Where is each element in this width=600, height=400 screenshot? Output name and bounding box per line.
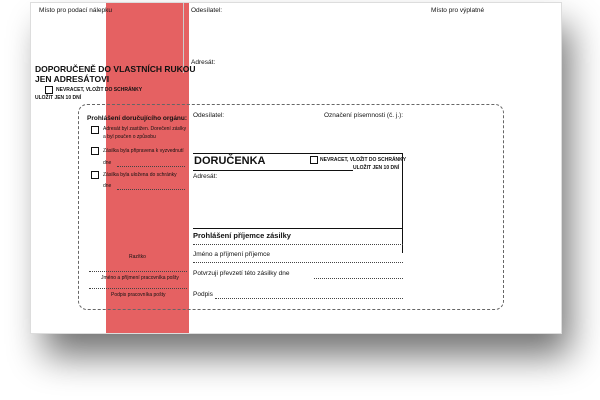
ulozit-label: ULOŽIT JEN 10 DNÍ xyxy=(35,95,82,101)
podpis-pracovnika-line xyxy=(89,288,187,289)
card-right-border xyxy=(402,153,403,253)
option1-checkbox[interactable] xyxy=(91,126,99,134)
dorucenka-title: DORUČENKA xyxy=(194,155,266,167)
podpis-label: Podpis xyxy=(193,291,213,298)
jen-adresatovi-title: JEN ADRESÁTOVI xyxy=(35,74,110,84)
option3-date-line xyxy=(117,189,185,190)
podpis-pracovnika-label: Podpis pracovníka pošty xyxy=(111,292,166,298)
option1-line2: a byl poučen o způsobu xyxy=(103,134,156,140)
card-nevracet-checkbox[interactable] xyxy=(310,156,318,164)
potvrzuji-date-line xyxy=(314,278,403,279)
option2-checkbox[interactable] xyxy=(91,147,99,155)
vyplatne-label: Místo pro výplatné xyxy=(431,7,485,14)
odesilatel-label: Odesílatel: xyxy=(191,7,223,14)
jmeno-pracovnika-line xyxy=(89,271,187,272)
card-ulozit-label: ULOŽIT JEN 10 DNÍ xyxy=(353,165,400,171)
nevracet-label: NEVRACET, VLOŽIT DO SCHRÁNKY xyxy=(56,87,143,93)
nevracet-checkbox[interactable] xyxy=(45,86,53,94)
doporucene-title: DOPORUČENĚ DO VLASTNÍCH RUKOU xyxy=(35,64,196,74)
option1-line1: Adresát byl zastižen. Dorečení záslky xyxy=(103,126,187,132)
jmeno-prijemce-label: Jméno a příjmení příjemce xyxy=(193,251,270,258)
prohlaseni-title: Prohlášení příjemce zásilky xyxy=(193,231,291,240)
option2-date-line xyxy=(117,166,185,167)
card-title-rule-bottom xyxy=(193,170,353,171)
option3-checkbox[interactable] xyxy=(91,171,99,179)
envelope xyxy=(30,2,562,334)
potvrzuji-label: Potvrzuji převzetí této zásilky dne xyxy=(193,270,290,277)
option3-line1: Zásilka byla uložena do schránky xyxy=(103,172,177,178)
card-oznaceni-label: Označení písemnosti (č. j.): xyxy=(324,112,404,119)
option2-line2: dne xyxy=(103,160,112,166)
card-title-rule-top xyxy=(193,153,403,154)
razitko-label: Razítko xyxy=(129,254,146,260)
organ-title: Prohlášení doručujícího orgánu: xyxy=(87,115,188,122)
header-divider xyxy=(183,3,184,73)
adresat-label: Adresát: xyxy=(191,59,216,66)
option2-line1: Zásilka byla připravena k vyzvednutí xyxy=(103,148,184,154)
card-nevracet-label: NEVRACET, VLOŽIT DO SCHRÁNKY xyxy=(320,157,407,163)
card-prohlaseni-rule xyxy=(193,228,403,229)
jmeno-prijemce-line xyxy=(193,262,403,263)
card-adresat-label: Adresát: xyxy=(193,173,218,180)
jmeno-pracovnika-label: Jméno a příjmení pracovníka pošty xyxy=(101,275,179,281)
podpis-line xyxy=(215,298,403,299)
option3-line2: dne xyxy=(103,183,112,189)
prohlaseni-underline xyxy=(193,244,403,245)
card-odesilatel-label: Odesílatel: xyxy=(193,112,225,119)
podaci-label: Místo pro podací nálepku xyxy=(39,7,112,14)
dorucenka-card xyxy=(193,109,407,303)
